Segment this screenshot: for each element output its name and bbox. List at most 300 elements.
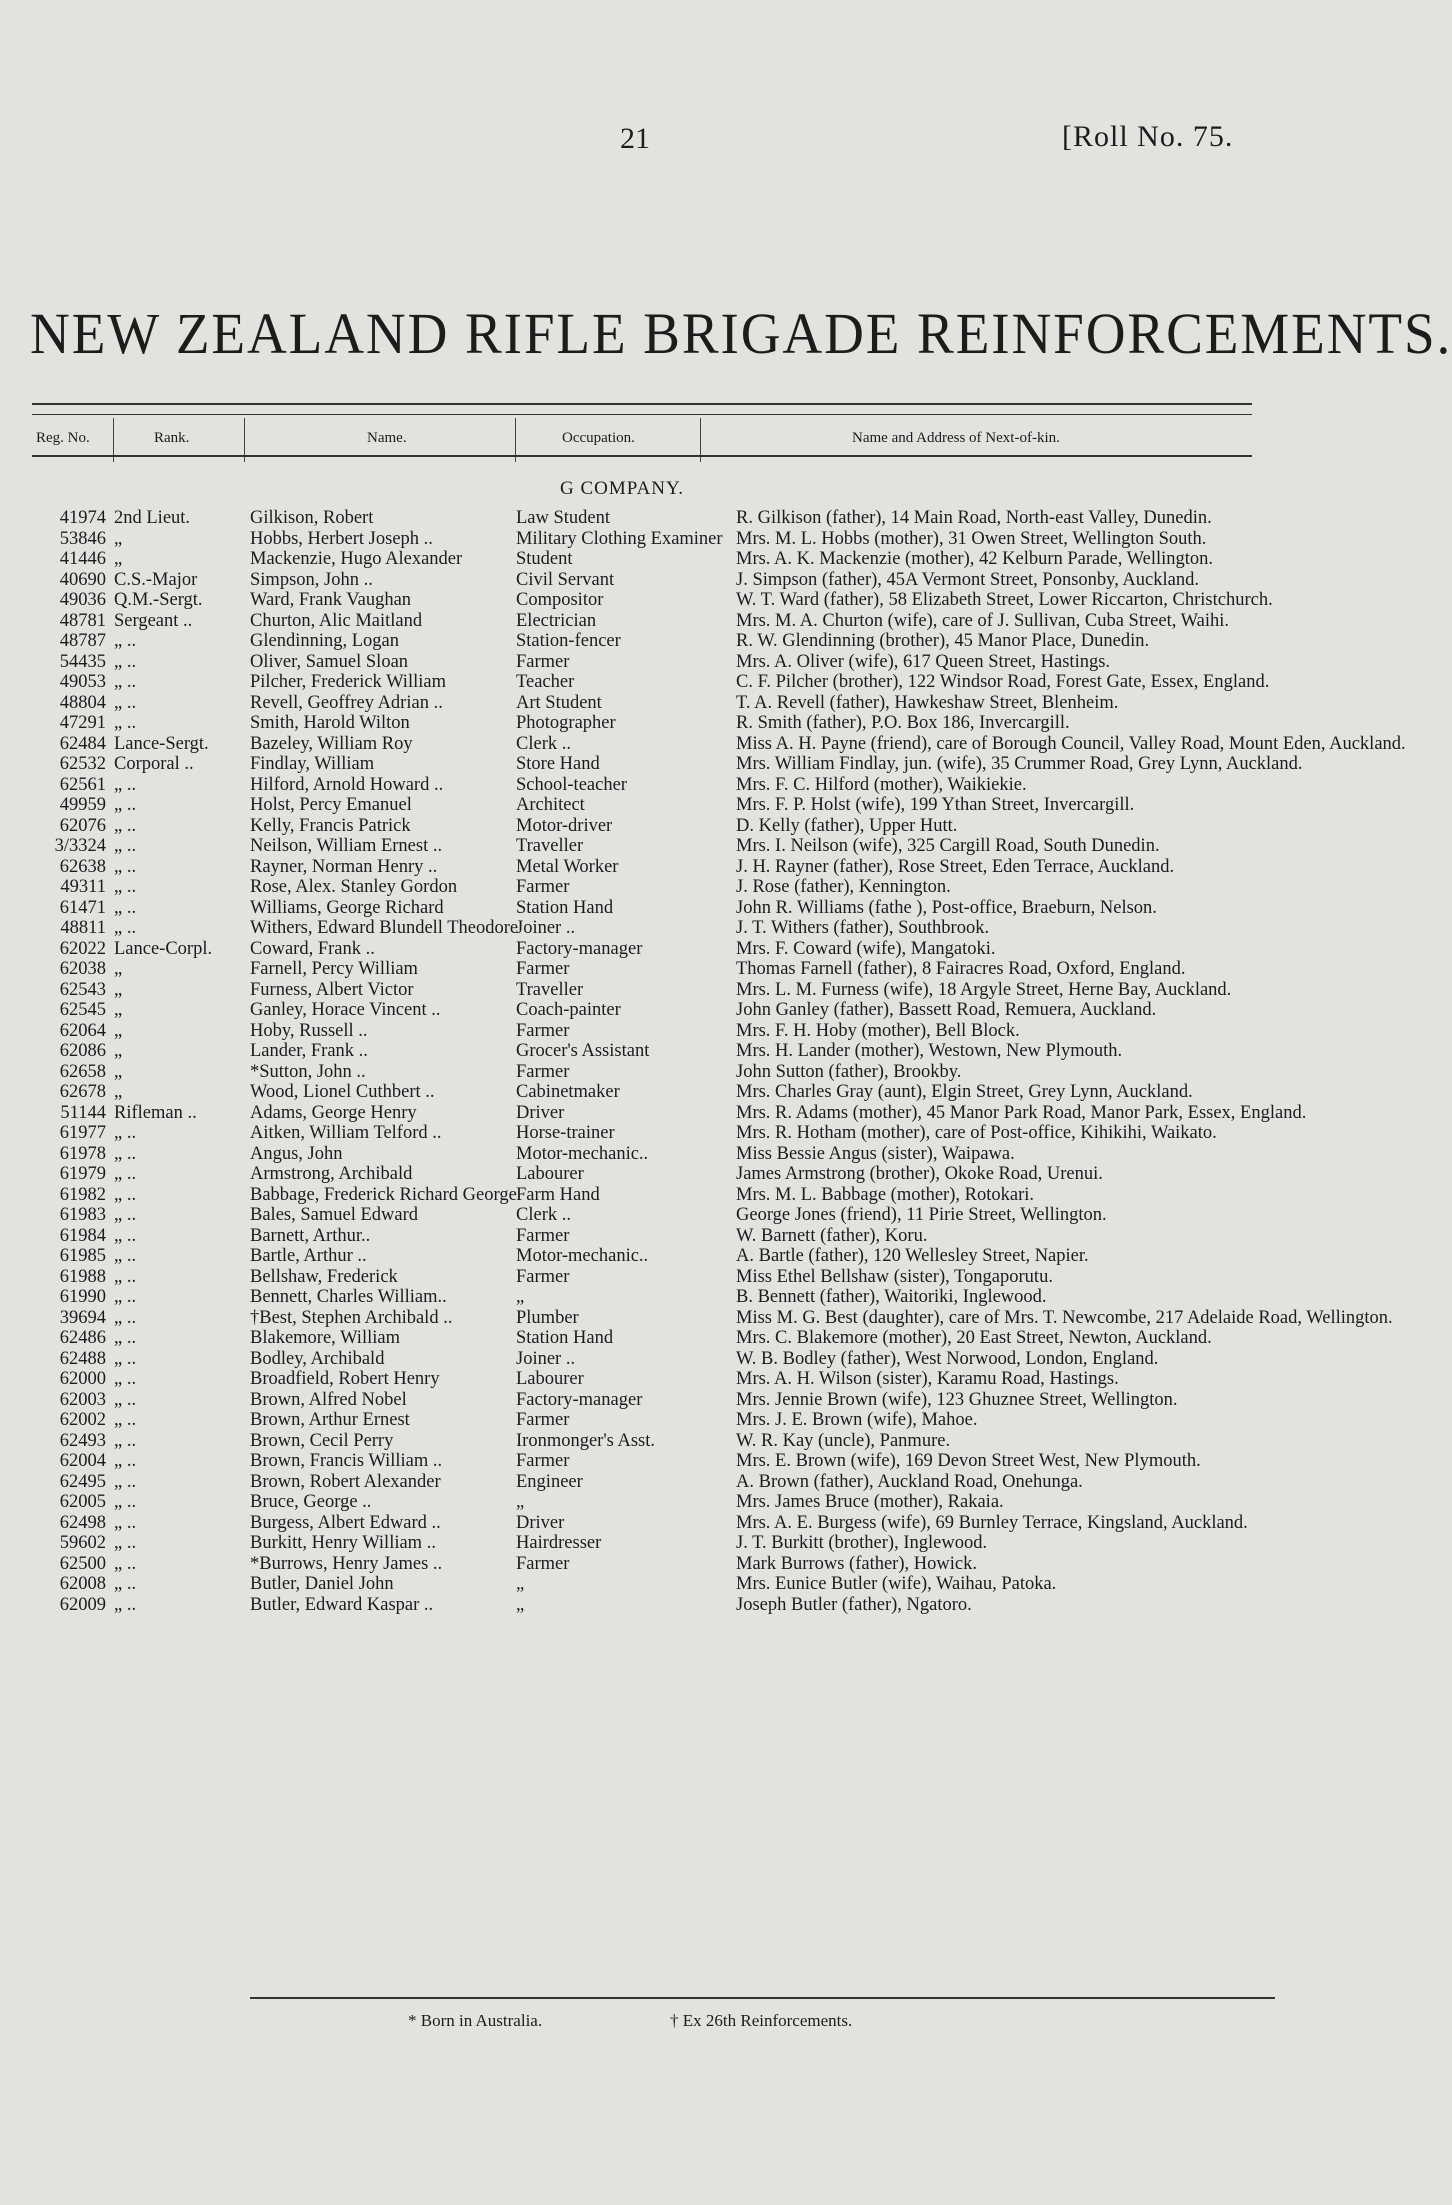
cell-occupation: Art Student bbox=[516, 692, 602, 713]
cell-reg-no: 61471 bbox=[59, 897, 106, 918]
cell-next-of-kin: W. B. Bodley (father), West Norwood, London, England. bbox=[736, 1348, 1159, 1369]
cell-name: *Sutton, John .. bbox=[250, 1061, 366, 1082]
cell-name: Churton, Alic Maitland bbox=[250, 610, 423, 631]
cell-reg-no: 62532 bbox=[59, 754, 106, 774]
cell-rank: „ .. bbox=[114, 1553, 137, 1574]
table-row bbox=[32, 1308, 1285, 1329]
cell-name: Ganley, Horace Vincent .. bbox=[250, 1000, 441, 1020]
cell-rank: „ .. bbox=[114, 1246, 137, 1266]
cell-rank: „ .. bbox=[114, 1512, 137, 1533]
cell-name: Findlay, William bbox=[250, 754, 375, 774]
cell-reg-no: 62486 bbox=[59, 1328, 106, 1348]
cell-next-of-kin: Mrs. C. Blakemore (mother), 20 East Street, Newton, Auckland. bbox=[736, 1328, 1212, 1348]
cell-name: Bellshaw, Frederick bbox=[250, 1266, 398, 1287]
cell-next-of-kin: Mrs. A. K. Mackenzie (mother), 42 Kelburn Parade, Wellington. bbox=[736, 549, 1213, 569]
cell-next-of-kin: Mrs. R. Adams (mother), 45 Manor Park Road, Manor Park, Essex, England. bbox=[736, 1102, 1307, 1123]
table-row bbox=[32, 611, 1285, 632]
cell-next-of-kin: Mrs. R. Hotham (mother), care of Post-office, Kihikihi, Waikato. bbox=[736, 1123, 1217, 1143]
cell-rank: Lance-Sergt. bbox=[114, 733, 209, 754]
cell-next-of-kin: Mrs. J. E. Brown (wife), Mahoe. bbox=[736, 1410, 978, 1430]
cell-rank: „ .. bbox=[114, 1307, 137, 1328]
cell-name: Furness, Albert Victor bbox=[250, 979, 414, 1000]
cell-reg-no: 48787 bbox=[59, 631, 106, 651]
cell-next-of-kin: Thomas Farnell (father), 8 Fairacres Road, Oxford, England. bbox=[736, 959, 1186, 979]
cell-reg-no: 54435 bbox=[59, 651, 106, 672]
table-row bbox=[32, 1246, 1285, 1267]
cell-occupation: Compositor bbox=[516, 590, 604, 610]
cell-rank: „ .. bbox=[114, 1266, 137, 1287]
cell-next-of-kin: J. Rose (father), Kennington. bbox=[736, 877, 951, 897]
table-row bbox=[32, 1144, 1285, 1165]
cell-next-of-kin: Miss Ethel Bellshaw (sister), Tongaporutu. bbox=[736, 1266, 1053, 1287]
cell-rank: „ bbox=[114, 959, 123, 979]
cell-next-of-kin: Mrs. Eunice Butler (wife), Waihau, Patoka. bbox=[736, 1574, 1057, 1594]
table-row bbox=[32, 1021, 1285, 1042]
cell-rank: „ .. bbox=[114, 1574, 137, 1594]
cell-rank: „ .. bbox=[114, 1225, 137, 1246]
table-row bbox=[32, 549, 1285, 570]
table-row bbox=[32, 1267, 1285, 1288]
table-row bbox=[32, 529, 1285, 550]
cell-rank: Corporal .. bbox=[114, 754, 194, 774]
cell-name: Burgess, Albert Edward .. bbox=[250, 1512, 441, 1533]
footnote-born: * Born in Australia. bbox=[408, 2011, 543, 2030]
cell-next-of-kin: A. Brown (father), Auckland Road, Onehunga. bbox=[736, 1471, 1083, 1492]
cell-rank: „ .. bbox=[114, 1369, 137, 1389]
table-row bbox=[32, 1492, 1285, 1513]
cell-rank: „ .. bbox=[114, 692, 137, 713]
table-row bbox=[32, 939, 1285, 960]
cell-occupation: School-teacher bbox=[516, 774, 627, 795]
cell-name: Brown, Cecil Perry bbox=[250, 1430, 394, 1451]
cell-rank: „ bbox=[114, 979, 123, 1000]
cell-reg-no: 62064 bbox=[59, 1020, 106, 1041]
cell-next-of-kin: Mrs. M. L. Babbage (mother), Rotokari. bbox=[736, 1184, 1034, 1205]
cell-rank: „ .. bbox=[114, 1164, 137, 1184]
cell-next-of-kin: George Jones (friend), 11 Pirie Street, Wellington. bbox=[736, 1205, 1107, 1225]
cell-reg-no: 49053 bbox=[59, 672, 106, 692]
cell-occupation: „ bbox=[516, 1594, 525, 1615]
cell-rank: „ .. bbox=[114, 631, 137, 651]
cell-name: Butler, Edward Kaspar .. bbox=[250, 1594, 434, 1615]
table-row bbox=[32, 672, 1285, 693]
cell-next-of-kin: R. W. Glendinning (brother), 45 Manor Place, Dunedin. bbox=[736, 631, 1150, 651]
cell-rank: Q.M.-Sergt. bbox=[114, 590, 203, 610]
cell-name: Blakemore, William bbox=[250, 1328, 400, 1348]
cell-next-of-kin: Mrs. William Findlay, jun. (wife), 35 Crummer Road, Grey Lynn, Auckland. bbox=[736, 754, 1303, 774]
roll-table bbox=[32, 508, 1406, 1615]
cell-name: Withers, Edward Blundell Theodore bbox=[250, 918, 519, 938]
cell-reg-no: 62484 bbox=[59, 733, 106, 754]
cell-name: Gilkison, Robert bbox=[250, 508, 374, 528]
cell-rank: „ .. bbox=[114, 1143, 137, 1164]
cell-next-of-kin: John Sutton (father), Brookby. bbox=[736, 1061, 962, 1082]
cell-reg-no: 61988 bbox=[59, 1266, 106, 1287]
cell-rank: „ .. bbox=[114, 1492, 137, 1512]
cell-occupation: Motor-driver bbox=[516, 815, 613, 836]
cell-rank: „ .. bbox=[114, 1451, 137, 1471]
cell-reg-no: 62493 bbox=[59, 1430, 106, 1451]
cell-rank: Lance-Corpl. bbox=[114, 938, 213, 959]
cell-occupation: Farmer bbox=[516, 1225, 570, 1246]
cell-next-of-kin: J. T. Burkitt (brother), Inglewood. bbox=[736, 1533, 988, 1553]
cell-occupation: „ bbox=[516, 1287, 525, 1307]
cell-occupation: Farm Hand bbox=[516, 1184, 600, 1205]
cell-reg-no: 53846 bbox=[59, 528, 106, 549]
cell-occupation: Farmer bbox=[516, 877, 570, 897]
cell-reg-no: 62076 bbox=[59, 815, 106, 836]
cell-next-of-kin: Miss M. G. Best (daughter), care of Mrs. T. Newcombe, 217 Adelaide Road, Wellington. bbox=[736, 1307, 1393, 1328]
cell-next-of-kin: Miss A. H. Payne (friend), care of Borough Council, Valley Road, Mount Eden, Auckland. bbox=[736, 733, 1406, 754]
cell-occupation: „ bbox=[516, 1492, 525, 1512]
table-row bbox=[32, 1574, 1285, 1595]
col-kin-header: Name and Address of Next-of-kin. bbox=[852, 430, 1060, 446]
cell-next-of-kin: Mark Burrows (father), Howick. bbox=[736, 1553, 977, 1574]
cell-name: Smith, Harold Wilton bbox=[250, 713, 410, 733]
cell-name: Bodley, Archibald bbox=[250, 1348, 385, 1369]
cell-reg-no: 62488 bbox=[59, 1348, 106, 1369]
cell-rank: „ .. bbox=[114, 1410, 137, 1430]
cell-rank: „ bbox=[114, 1082, 123, 1102]
cell-name: Brown, Robert Alexander bbox=[250, 1471, 441, 1492]
cell-reg-no: 62086 bbox=[59, 1041, 106, 1061]
cell-rank: „ .. bbox=[114, 856, 137, 877]
cell-name: Kelly, Francis Patrick bbox=[250, 815, 411, 836]
cell-next-of-kin: Mrs. F. H. Hoby (mother), Bell Block. bbox=[736, 1020, 1020, 1041]
table-row bbox=[32, 1369, 1285, 1390]
cell-name: Revell, Geoffrey Adrian .. bbox=[250, 692, 443, 713]
table-row bbox=[32, 959, 1285, 980]
cell-next-of-kin: Mrs. M. L. Hobbs (mother), 31 Owen Street, Wellington South. bbox=[736, 528, 1207, 549]
cell-reg-no: 49959 bbox=[59, 795, 106, 815]
cell-occupation: Joiner .. bbox=[516, 1348, 576, 1369]
cell-rank: „ bbox=[114, 528, 123, 549]
cell-reg-no: 62638 bbox=[59, 856, 106, 877]
table-row bbox=[32, 1472, 1285, 1493]
cell-rank: „ .. bbox=[114, 1205, 137, 1225]
cell-occupation: Cabinetmaker bbox=[516, 1082, 620, 1102]
cell-rank: „ bbox=[114, 1041, 123, 1061]
table-row bbox=[32, 754, 1285, 775]
cell-next-of-kin: J. Simpson (father), 45A Vermont Street, Ponsonby, Auckland. bbox=[736, 569, 1199, 590]
cell-occupation: Labourer bbox=[516, 1164, 584, 1184]
table-row bbox=[32, 816, 1285, 837]
cell-next-of-kin: Mrs. F. Coward (wife), Mangatoki. bbox=[736, 938, 996, 959]
table-header bbox=[32, 420, 1252, 460]
cell-name: Aitken, William Telford .. bbox=[250, 1123, 442, 1143]
cell-rank: „ .. bbox=[114, 1287, 137, 1307]
cell-occupation: Farmer bbox=[516, 1061, 570, 1082]
cell-name: Adams, George Henry bbox=[250, 1102, 417, 1123]
table-row bbox=[32, 857, 1285, 878]
cell-next-of-kin: Mrs. F. C. Hilford (mother), Waikiekie. bbox=[736, 774, 1027, 795]
cell-occupation: Farmer bbox=[516, 1266, 570, 1287]
cell-reg-no: 62008 bbox=[59, 1574, 106, 1594]
cell-name: Bennett, Charles William.. bbox=[250, 1287, 447, 1307]
table-row bbox=[32, 1533, 1285, 1554]
table-row bbox=[32, 1041, 1285, 1062]
header-rule-top-2 bbox=[32, 414, 1252, 415]
cell-next-of-kin: B. Bennett (father), Waitoriki, Inglewood. bbox=[736, 1287, 1047, 1307]
cell-occupation: Factory-manager bbox=[516, 938, 643, 959]
table-row bbox=[32, 1123, 1285, 1144]
cell-reg-no: 61985 bbox=[59, 1246, 106, 1266]
cell-next-of-kin: A. Bartle (father), 120 Wellesley Street, Napier. bbox=[736, 1246, 1089, 1266]
cell-next-of-kin: D. Kelly (father), Upper Hutt. bbox=[736, 815, 958, 836]
table-row bbox=[32, 1062, 1285, 1083]
table-row bbox=[32, 631, 1285, 652]
table-row bbox=[32, 898, 1285, 919]
table-row bbox=[32, 1390, 1285, 1411]
cell-rank: „ .. bbox=[114, 918, 137, 938]
cell-occupation: Farmer bbox=[516, 1451, 570, 1471]
table-row bbox=[32, 1328, 1285, 1349]
cell-reg-no: 62003 bbox=[59, 1389, 106, 1410]
cell-rank: „ .. bbox=[114, 815, 137, 836]
table-row bbox=[32, 836, 1285, 857]
cell-name: Rose, Alex. Stanley Gordon bbox=[250, 877, 458, 897]
cell-next-of-kin: James Armstrong (brother), Okoke Road, Urenui. bbox=[736, 1164, 1103, 1184]
footnote-rule bbox=[250, 1997, 1275, 1999]
cell-next-of-kin: W. Barnett (father), Koru. bbox=[736, 1225, 928, 1246]
cell-occupation: Driver bbox=[516, 1102, 565, 1123]
cell-occupation: Teacher bbox=[516, 672, 575, 692]
cell-occupation: Student bbox=[516, 549, 573, 569]
cell-occupation: Hairdresser bbox=[516, 1533, 602, 1553]
cell-rank: „ .. bbox=[114, 713, 137, 733]
cell-reg-no: 61982 bbox=[59, 1184, 106, 1205]
cell-name: Pilcher, Frederick William bbox=[250, 672, 446, 692]
cell-rank: „ bbox=[114, 549, 123, 569]
cell-next-of-kin: John R. Williams (fathe ), Post-office, Braeburn, Nelson. bbox=[736, 897, 1157, 918]
cell-next-of-kin: W. T. Ward (father), 58 Elizabeth Street, Lower Riccarton, Christchurch. bbox=[736, 590, 1273, 610]
cell-reg-no: 62498 bbox=[59, 1512, 106, 1533]
cell-occupation: Grocer's Assistant bbox=[516, 1041, 650, 1061]
cell-next-of-kin: T. A. Revell (father), Hawkeshaw Street, Blenheim. bbox=[736, 692, 1119, 713]
cell-rank: „ .. bbox=[114, 1430, 137, 1451]
cell-rank: „ .. bbox=[114, 1184, 137, 1205]
table-row bbox=[32, 1226, 1285, 1247]
cell-rank: „ .. bbox=[114, 795, 137, 815]
cell-name: Butler, Daniel John bbox=[250, 1574, 394, 1594]
cell-name: Simpson, John .. bbox=[250, 569, 373, 590]
cell-name: Holst, Percy Emanuel bbox=[250, 795, 412, 815]
table-row bbox=[32, 1164, 1285, 1185]
cell-occupation: Labourer bbox=[516, 1369, 584, 1389]
cell-name: Oliver, Samuel Sloan bbox=[250, 651, 409, 672]
cell-name: Burkitt, Henry William .. bbox=[250, 1533, 436, 1553]
cell-occupation: Farmer bbox=[516, 1020, 570, 1041]
cell-occupation: Station-fencer bbox=[516, 631, 621, 651]
header-rule-bottom bbox=[32, 455, 1252, 457]
cell-rank: „ .. bbox=[114, 836, 137, 856]
cell-next-of-kin: R. Gilkison (father), 14 Main Road, North-east Valley, Dunedin. bbox=[736, 508, 1212, 528]
cell-rank: Rifleman .. bbox=[114, 1102, 197, 1123]
table-row bbox=[32, 877, 1285, 898]
roll-table-body bbox=[32, 508, 1406, 1615]
cell-name: Lander, Frank .. bbox=[250, 1041, 368, 1061]
cell-rank: „ .. bbox=[114, 1123, 137, 1143]
cell-name: Hoby, Russell .. bbox=[250, 1020, 368, 1041]
cell-next-of-kin: R. Smith (father), P.O. Box 186, Invercargill. bbox=[736, 713, 1070, 733]
cell-reg-no: 62004 bbox=[59, 1451, 106, 1471]
cell-rank: 2nd Lieut. bbox=[114, 508, 191, 528]
table-row bbox=[32, 795, 1285, 816]
table-row bbox=[32, 1431, 1285, 1452]
cell-reg-no: 49311 bbox=[60, 877, 106, 897]
cell-occupation: Factory-manager bbox=[516, 1389, 643, 1410]
cell-name: Ward, Frank Vaughan bbox=[250, 590, 412, 610]
cell-reg-no: 62495 bbox=[59, 1471, 106, 1492]
cell-reg-no: 49036 bbox=[59, 590, 106, 610]
cell-occupation: Plumber bbox=[516, 1307, 579, 1328]
cell-occupation: Engineer bbox=[516, 1471, 583, 1492]
cell-occupation: Driver bbox=[516, 1512, 565, 1533]
table-row bbox=[32, 1513, 1285, 1534]
cell-reg-no: 62658 bbox=[59, 1061, 106, 1082]
cell-reg-no: 62022 bbox=[59, 938, 106, 959]
section-heading: G COMPANY. bbox=[560, 478, 685, 499]
cell-name: Farnell, Percy William bbox=[250, 959, 418, 979]
roll-number: [Roll No. 75. bbox=[1062, 120, 1234, 153]
cell-occupation: Farmer bbox=[516, 651, 570, 672]
cell-reg-no: 40690 bbox=[59, 569, 106, 590]
cell-next-of-kin: J. T. Withers (father), Southbrook. bbox=[736, 918, 990, 938]
cell-occupation: Coach-painter bbox=[516, 1000, 621, 1020]
cell-name: Wood, Lionel Cuthbert .. bbox=[250, 1082, 435, 1102]
cell-occupation: Clerk .. bbox=[516, 733, 571, 754]
cell-occupation: Motor-mechanic.. bbox=[516, 1246, 649, 1266]
cell-reg-no: 61978 bbox=[59, 1143, 106, 1164]
cell-next-of-kin: Mrs. Charles Gray (aunt), Elgin Street, Grey Lynn, Auckland. bbox=[736, 1082, 1193, 1102]
cell-next-of-kin: Mrs. E. Brown (wife), 169 Devon Street West, New Plymouth. bbox=[736, 1451, 1201, 1471]
cell-next-of-kin: Mrs. L. M. Furness (wife), 18 Argyle Street, Herne Bay, Auckland. bbox=[736, 979, 1232, 1000]
col-reg-header: Reg. No. bbox=[36, 430, 90, 446]
cell-occupation: Horse-trainer bbox=[516, 1123, 615, 1143]
cell-reg-no: 3/3324 bbox=[54, 836, 106, 856]
cell-reg-no: 62561 bbox=[59, 774, 106, 795]
cell-occupation: „ bbox=[516, 1574, 525, 1594]
cell-name: Bartle, Arthur .. bbox=[250, 1246, 367, 1266]
cell-occupation: Store Hand bbox=[516, 754, 600, 774]
cell-reg-no: 61983 bbox=[59, 1205, 106, 1225]
cell-name: Hobbs, Herbert Joseph .. bbox=[250, 528, 433, 549]
cell-reg-no: 62678 bbox=[59, 1082, 106, 1102]
cell-name: Angus, John bbox=[250, 1143, 343, 1164]
col-rank-header: Rank. bbox=[154, 430, 190, 446]
cell-name: Broadfield, Robert Henry bbox=[250, 1369, 440, 1389]
cell-next-of-kin: Mrs. A. E. Burgess (wife), 69 Burnley Terrace, Kingsland, Auckland. bbox=[736, 1512, 1248, 1533]
cell-rank: Sergeant .. bbox=[114, 610, 193, 631]
cell-name: Brown, Francis William .. bbox=[250, 1451, 443, 1471]
table-row bbox=[32, 1410, 1285, 1431]
cell-rank: „ bbox=[114, 1061, 123, 1082]
cell-occupation: Metal Worker bbox=[516, 856, 619, 877]
cell-occupation: Farmer bbox=[516, 1553, 570, 1574]
cell-rank: „ .. bbox=[114, 1348, 137, 1369]
cell-rank: „ .. bbox=[114, 672, 137, 692]
header-rule-top bbox=[32, 403, 1252, 405]
cell-reg-no: 62543 bbox=[59, 979, 106, 1000]
cell-next-of-kin: Mrs. M. A. Churton (wife), care of J. Sullivan, Cuba Street, Waihi. bbox=[736, 610, 1229, 631]
cell-occupation: Traveller bbox=[516, 836, 584, 856]
cell-reg-no: 48811 bbox=[60, 918, 106, 938]
cell-reg-no: 41446 bbox=[59, 549, 106, 569]
cell-rank: C.S.-Major bbox=[114, 569, 198, 590]
cell-next-of-kin: John Ganley (father), Bassett Road, Remuera, Auckland. bbox=[736, 1000, 1157, 1020]
table-row bbox=[32, 734, 1285, 755]
col-name-header: Name. bbox=[367, 430, 407, 446]
table-row bbox=[32, 1205, 1285, 1226]
cell-reg-no: 62009 bbox=[59, 1594, 106, 1615]
cell-next-of-kin: Mrs. A. Oliver (wife), 617 Queen Street, Hastings. bbox=[736, 651, 1111, 672]
cell-next-of-kin: Miss Bessie Angus (sister), Waipawa. bbox=[736, 1143, 1015, 1164]
page-number: 21 bbox=[620, 122, 650, 155]
footnote-ex: † Ex 26th Reinforcements. bbox=[670, 2011, 853, 2030]
cell-reg-no: 62545 bbox=[59, 1000, 106, 1020]
cell-occupation: Joiner .. bbox=[516, 918, 576, 938]
cell-next-of-kin: Mrs. F. P. Holst (wife), 199 Ythan Street, Invercargill. bbox=[736, 795, 1135, 815]
cell-rank: „ bbox=[114, 1020, 123, 1041]
cell-occupation: Civil Servant bbox=[516, 569, 615, 590]
cell-name: Babbage, Frederick Richard George bbox=[250, 1184, 517, 1205]
col-occupation-header: Occupation. bbox=[562, 430, 635, 446]
cell-next-of-kin: Mrs. Jennie Brown (wife), 123 Ghuznee Street, Wellington. bbox=[736, 1389, 1178, 1410]
cell-name: Mackenzie, Hugo Alexander bbox=[250, 549, 463, 569]
cell-occupation: Traveller bbox=[516, 979, 584, 1000]
cell-rank: „ .. bbox=[114, 1328, 137, 1348]
table-row bbox=[32, 1185, 1285, 1206]
cell-reg-no: 41974 bbox=[59, 508, 106, 528]
cell-name: Barnett, Arthur.. bbox=[250, 1225, 371, 1246]
cell-reg-no: 48781 bbox=[59, 610, 106, 631]
cell-rank: „ .. bbox=[114, 897, 137, 918]
table-row bbox=[32, 1082, 1285, 1103]
table-row bbox=[32, 1595, 1285, 1616]
cell-rank: „ .. bbox=[114, 877, 137, 897]
cell-reg-no: 47291 bbox=[59, 713, 106, 733]
cell-name: Bazeley, William Roy bbox=[250, 733, 413, 754]
cell-next-of-kin: C. F. Pilcher (brother), 122 Windsor Road, Forest Gate, Essex, England. bbox=[736, 672, 1270, 692]
cell-occupation: Farmer bbox=[516, 1410, 570, 1430]
cell-rank: „ .. bbox=[114, 1533, 137, 1553]
cell-name: Rayner, Norman Henry .. bbox=[250, 856, 438, 877]
cell-next-of-kin: W. R. Kay (uncle), Panmure. bbox=[736, 1430, 951, 1451]
table-row bbox=[32, 1349, 1285, 1370]
cell-next-of-kin: Joseph Butler (father), Ngatoro. bbox=[736, 1594, 972, 1615]
cell-reg-no: 62005 bbox=[59, 1492, 106, 1512]
table-row bbox=[32, 1287, 1285, 1308]
cell-occupation: Station Hand bbox=[516, 1328, 614, 1348]
table-row bbox=[32, 652, 1285, 673]
cell-next-of-kin: Mrs. H. Lander (mother), Westown, New Plymouth. bbox=[736, 1041, 1123, 1061]
cell-next-of-kin: Mrs. A. H. Wilson (sister), Karamu Road, Hastings. bbox=[736, 1369, 1119, 1389]
cell-name: Bruce, George .. bbox=[250, 1492, 372, 1512]
table-row bbox=[32, 590, 1285, 611]
table-row bbox=[32, 570, 1285, 591]
table-row bbox=[32, 1000, 1285, 1021]
cell-name: *Burrows, Henry James .. bbox=[250, 1553, 443, 1574]
cell-rank: „ .. bbox=[114, 651, 137, 672]
cell-occupation: Farmer bbox=[516, 959, 570, 979]
cell-reg-no: 59602 bbox=[59, 1533, 106, 1553]
cell-occupation: Ironmonger's Asst. bbox=[516, 1430, 655, 1451]
cell-reg-no: 51144 bbox=[60, 1102, 106, 1123]
cell-rank: „ bbox=[114, 1000, 123, 1020]
page-title: NEW ZEALAND RIFLE BRIGADE REINFORCEMENTS. bbox=[30, 301, 1452, 366]
cell-name: Coward, Frank .. bbox=[250, 938, 375, 959]
cell-occupation: Motor-mechanic.. bbox=[516, 1143, 649, 1164]
